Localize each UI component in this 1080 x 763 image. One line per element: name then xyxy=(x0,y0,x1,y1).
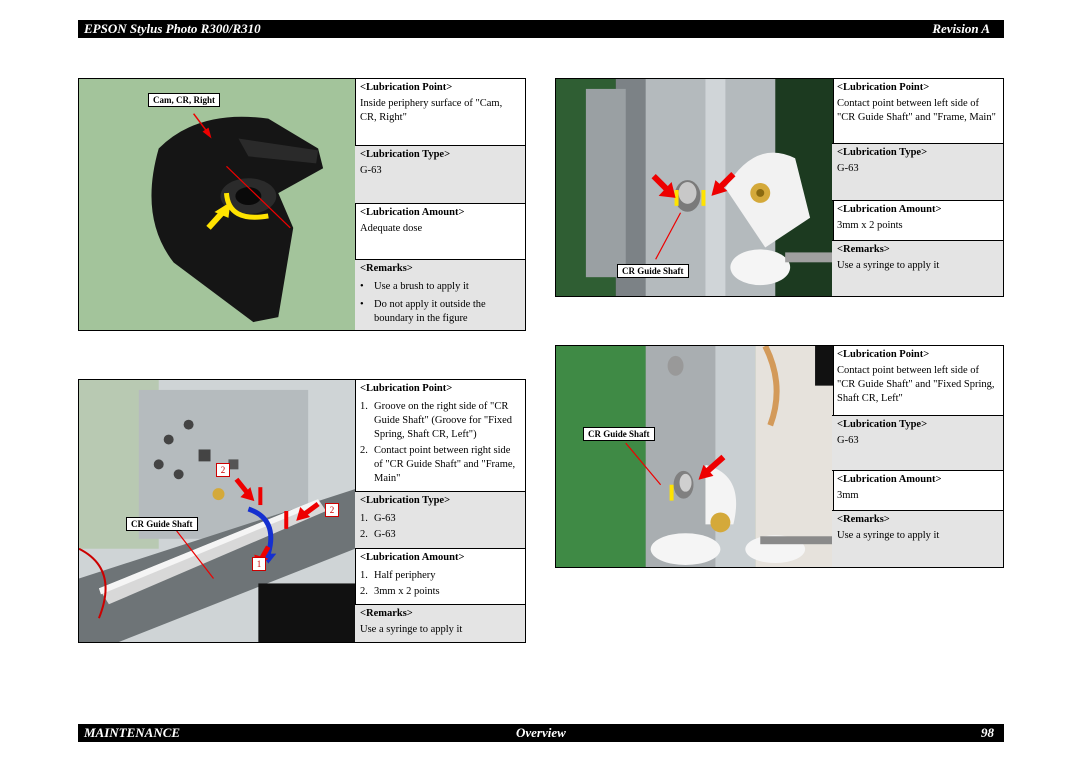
list-item: 2. 3mm x 2 points xyxy=(360,586,440,597)
cr-guide-shaft-groove-photo xyxy=(79,380,356,642)
lubrication-type-section xyxy=(355,146,525,204)
lubrication-type-text: G-63 xyxy=(837,163,859,174)
lubrication-point-heading: <Lubrication Point> xyxy=(837,349,930,360)
lubrication-point-section xyxy=(832,79,1003,144)
lubrication-type-section xyxy=(832,416,1003,471)
lubrication-amount-text: 3mm xyxy=(837,490,859,501)
lubrication-point-list xyxy=(360,400,520,486)
lubrication-info xyxy=(355,380,525,642)
lubrication-point-text: Inside periphery surface of "Cam, CR, Right" xyxy=(360,98,503,123)
lubrication-point-section xyxy=(832,346,1003,416)
lubrication-panel-cam-cr-right xyxy=(78,78,526,331)
page-footer xyxy=(78,724,1004,742)
marker-number-2: 2 xyxy=(216,463,230,477)
lubrication-type-list xyxy=(360,512,520,542)
cr-guide-shaft-spring-photo xyxy=(556,346,834,567)
remarks-heading: <Remarks> xyxy=(360,263,413,274)
cr-guide-shaft-frame-photo xyxy=(556,79,834,296)
bullet: • xyxy=(360,281,364,292)
photo-label-cam-cr-right: Cam, CR, Right xyxy=(148,93,220,107)
bullet: • xyxy=(360,299,364,310)
document-title: EPSON Stylus Photo R300/R310 xyxy=(84,21,261,36)
lubrication-point-text: Contact point between left side of "CR Guide Shaft" and "Fixed Spring, Shaft CR, Left" xyxy=(837,365,995,404)
remarks-heading: <Remarks> xyxy=(837,244,890,255)
remarks-item: • Use a brush to apply it xyxy=(360,281,469,292)
lubrication-type-text: G-63 xyxy=(360,165,382,176)
page-number: 98 xyxy=(981,725,994,740)
remarks-section xyxy=(832,241,1003,296)
lubrication-panel-cr-guide-shaft-frame xyxy=(555,78,1004,297)
remarks-list xyxy=(360,280,520,326)
marker-number-1: 1 xyxy=(252,557,266,571)
list-item: 2. G-63 xyxy=(360,529,396,540)
lubrication-info xyxy=(832,79,1003,296)
remarks-item: • Do not apply it outside the boundary in the figure xyxy=(360,299,486,324)
lubrication-info xyxy=(832,346,1003,567)
lubrication-type-section xyxy=(355,492,525,549)
lubrication-point-heading: <Lubrication Point> xyxy=(837,82,930,93)
lubrication-amount-section xyxy=(832,201,1003,241)
lubrication-amount-section xyxy=(355,204,525,260)
list-item: 1. G-63 xyxy=(360,513,396,524)
lubrication-amount-text: 3mm x 2 points xyxy=(837,220,903,231)
remarks-text: Use a syringe to apply it xyxy=(360,624,463,635)
lubrication-panel-cr-guide-shaft-groove xyxy=(78,379,526,643)
lubrication-point-heading: <Lubrication Point> xyxy=(360,82,453,93)
lubrication-point-section xyxy=(355,380,525,492)
photo-label-cr-guide-shaft: CR Guide Shaft xyxy=(126,517,198,531)
lubrication-type-text: G-63 xyxy=(837,435,859,446)
remarks-text: Use a syringe to apply it xyxy=(837,530,940,541)
list-item: 1. Half periphery xyxy=(360,570,436,581)
lubrication-point-section xyxy=(355,79,525,146)
lubrication-info xyxy=(355,79,525,330)
remarks-heading: <Remarks> xyxy=(837,514,890,525)
lubrication-type-heading: <Lubrication Type> xyxy=(837,419,928,430)
lubrication-type-heading: <Lubrication Type> xyxy=(837,147,928,158)
remarks-section xyxy=(355,260,525,330)
photo-label-cr-guide-shaft: CR Guide Shaft xyxy=(583,427,655,441)
revision-label: Revision A xyxy=(932,21,990,36)
remarks-text: Use a syringe to apply it xyxy=(837,260,940,271)
remarks-section xyxy=(832,511,1003,567)
lubrication-amount-list xyxy=(360,569,520,599)
footer-section: MAINTENANCE xyxy=(84,725,181,740)
lubrication-type-heading: <Lubrication Type> xyxy=(360,149,451,160)
lubrication-panel-cr-guide-shaft-spring xyxy=(555,345,1004,568)
remarks-section xyxy=(355,605,525,642)
lubrication-type-heading: <Lubrication Type> xyxy=(360,495,451,506)
cam-cr-right-photo xyxy=(79,79,356,330)
footer-chapter: Overview xyxy=(516,725,566,740)
lubrication-amount-heading: <Lubrication Amount> xyxy=(360,207,465,218)
lubrication-amount-section xyxy=(832,471,1003,511)
lubrication-amount-text: Adequate dose xyxy=(360,223,423,234)
lubrication-type-section xyxy=(832,144,1003,201)
remarks-heading: <Remarks> xyxy=(360,608,413,619)
lubrication-amount-section xyxy=(355,549,525,605)
lubrication-amount-heading: <Lubrication Amount> xyxy=(837,204,942,215)
list-item: 1. Groove on the right side of "CR Guide Shaft" (Groove for "Fixed Spring, Shaft CR, Left") xyxy=(360,401,513,440)
list-item: 2. Contact point between right side of "CR Guide Shaft" and "Frame, Main" xyxy=(360,445,516,484)
lubrication-amount-heading: <Lubrication Amount> xyxy=(360,552,465,563)
lubrication-point-text: Contact point between left side of "CR Guide Shaft" and "Frame, Main" xyxy=(837,98,996,123)
marker-number-2: 2 xyxy=(325,503,339,517)
page-header xyxy=(78,20,1004,38)
photo-label-cr-guide-shaft: CR Guide Shaft xyxy=(617,264,689,278)
lubrication-point-heading: <Lubrication Point> xyxy=(360,383,453,394)
lubrication-amount-heading: <Lubrication Amount> xyxy=(837,474,942,485)
